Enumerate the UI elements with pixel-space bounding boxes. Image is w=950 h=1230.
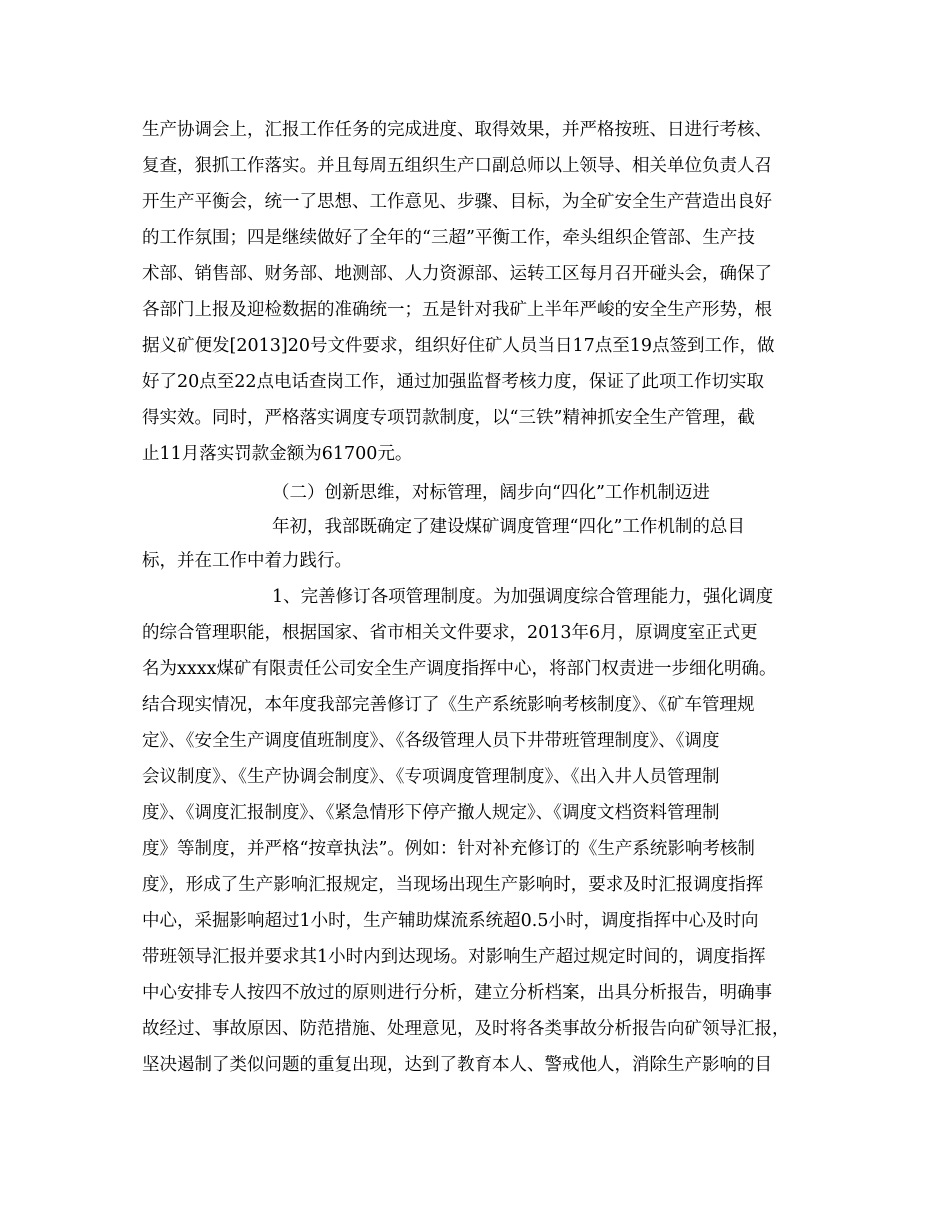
body-text-line: 会议制度》、《生产协调会制度》、《专项调度管理制度》、《出入井人员管理制 <box>142 767 720 787</box>
body-text-line: 度》等制度，并严格“按章执法”。例如：针对补充修订的《生产系统影响考核制 <box>142 839 755 859</box>
body-text-line: 结合现实情况，本年度我部完善修订了《生产系统影响考核制度》、《矿车管理规 <box>142 695 755 715</box>
body-text-line: 生产协调会上，汇报工作任务的完成进度、取得效果，并严格按班、日进行考核、 <box>142 120 772 140</box>
body-text-line: 年初，我部既确定了建设煤矿调度管理“四化”工作机制的总目 <box>272 517 745 537</box>
section-heading: （二）创新思维，对标管理，阔步向“四化”工作机制迈进 <box>272 483 710 503</box>
body-text-line: 术部、销售部、财务部、地测部、人力资源部、运转工区每月召开碰头会，确保了 <box>142 264 772 284</box>
body-text-line: 止11月落实罚款金额为61700元。 <box>142 444 413 464</box>
body-text-line: 据义矿便发[2013]20号文件要求，组织好住矿人员当日17点至19点签到工作，做 <box>142 336 775 356</box>
body-text-line: 名为xxxx煤矿有限责任公司安全生产调度指挥中心，将部门权责进一步细化明确。 <box>142 659 777 679</box>
body-text-line: 的综合管理职能，根据国家、省市相关文件要求，2013年6月，原调度室正式更 <box>142 623 758 643</box>
body-text-line: 各部门上报及迎检数据的准确统一；五是针对我矿上半年严峻的安全生产形势，根 <box>142 300 772 320</box>
body-text-line: 度》，形成了生产影响汇报规定，当现场出现生产影响时，要求及时汇报调度指挥 <box>142 875 764 895</box>
body-text-line: 开生产平衡会，统一了思想、工作意见、步骤、目标，为全矿安全生产营造出良好 <box>142 192 772 212</box>
body-text-line: 定》、《安全生产调度值班制度》、《各级管理人员下井带班管理制度》、《调度 <box>142 731 720 751</box>
body-text-line: 得实效。同时，严格落实调度专项罚款制度，以“三铁”精神抓安全生产管理，截 <box>142 408 755 428</box>
body-text-line: 中心，采掘影响超过1小时，生产辅助煤流系统超0.5小时，调度指挥中心及时向 <box>142 911 759 931</box>
body-text-line: 1、完善修订各项管理制度。为加强调度综合管理能力，强化调度 <box>272 587 774 607</box>
body-text-line: 标，并在工作中着力践行。 <box>142 551 352 571</box>
body-text-line: 的工作氛围；四是继续做好了全年的“三超”平衡工作，牵头组织企管部、生产技 <box>142 228 755 248</box>
body-text-line: 坚决遏制了类似问题的重复出现，达到了教育本人、警戒他人，消除生产影响的目 <box>142 1055 772 1075</box>
body-text-line: 故经过、事故原因、防范措施、处理意见，及时将各类事故分析报告向矿领导汇报， <box>142 1019 790 1039</box>
body-text-line: 带班领导汇报并要求其1小时内到达现场。对影响生产超过规定时间的，调度指挥 <box>142 947 766 967</box>
body-text-line: 中心安排专人按四不放过的原则进行分析，建立分析档案，出具分析报告，明确事 <box>142 983 772 1003</box>
body-text-line: 好了20点至22点电话查岗工作，通过加强监督考核力度，保证了此项工作切实取 <box>142 372 765 392</box>
body-text-line: 度》、《调度汇报制度》、《紧急情形下停产撤人规定》、《调度文档资料管理制 <box>142 803 720 823</box>
body-text-line: 复查，狠抓工作落实。并且每周五组织生产口副总师以上领导、相关单位负责人召 <box>142 156 772 176</box>
